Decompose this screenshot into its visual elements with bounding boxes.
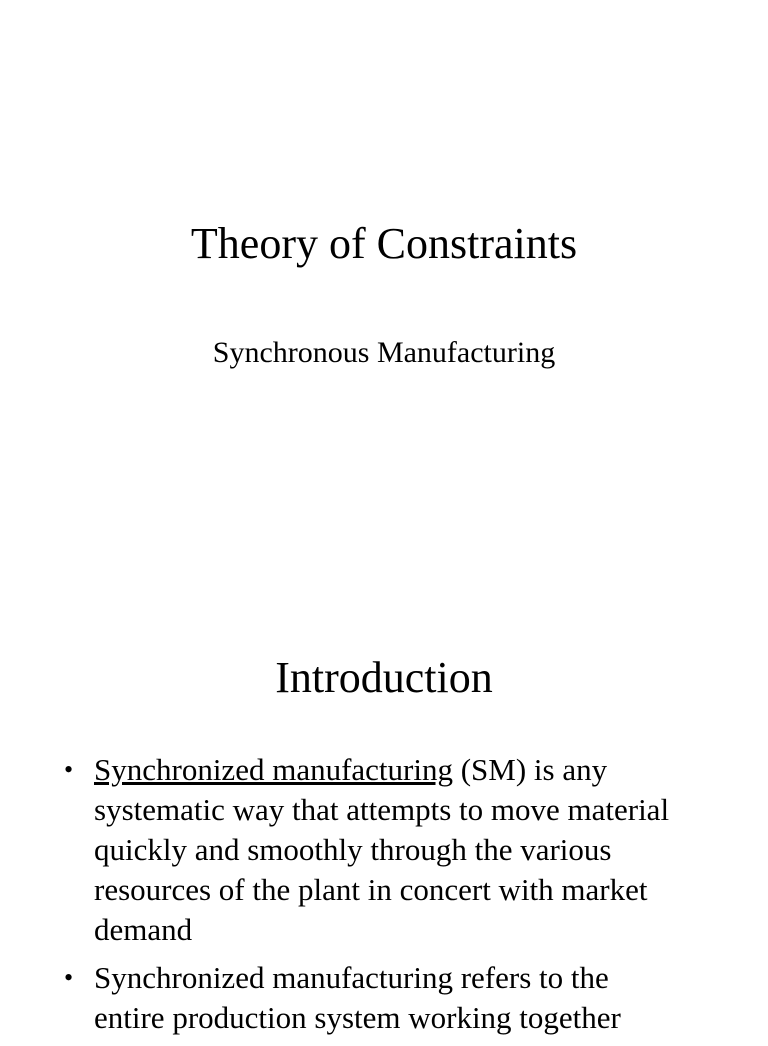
introduction-title: Introduction bbox=[275, 653, 493, 702]
bullet-list bbox=[60, 750, 680, 1046]
bullet-marker: • bbox=[64, 755, 74, 784]
bullet-item bbox=[60, 958, 680, 1038]
underlined-term: Synchronized manufacturing bbox=[94, 752, 453, 787]
introduction-slide bbox=[0, 576, 768, 1035]
slide-title: Theory of Constraints bbox=[190, 219, 578, 268]
bullet-item bbox=[60, 750, 680, 950]
bullet-marker: • bbox=[64, 963, 74, 992]
bullet-text: Synchronized manufacturing refers to the entire production system working together bbox=[94, 960, 621, 1035]
slide-subtitle: Synchronous Manufacturing bbox=[212, 336, 556, 369]
bullet-text: (SM) is any systematic way that attempts to move material quickly and smoothly through the various resources of the plant in concert with market demand bbox=[94, 752, 670, 947]
